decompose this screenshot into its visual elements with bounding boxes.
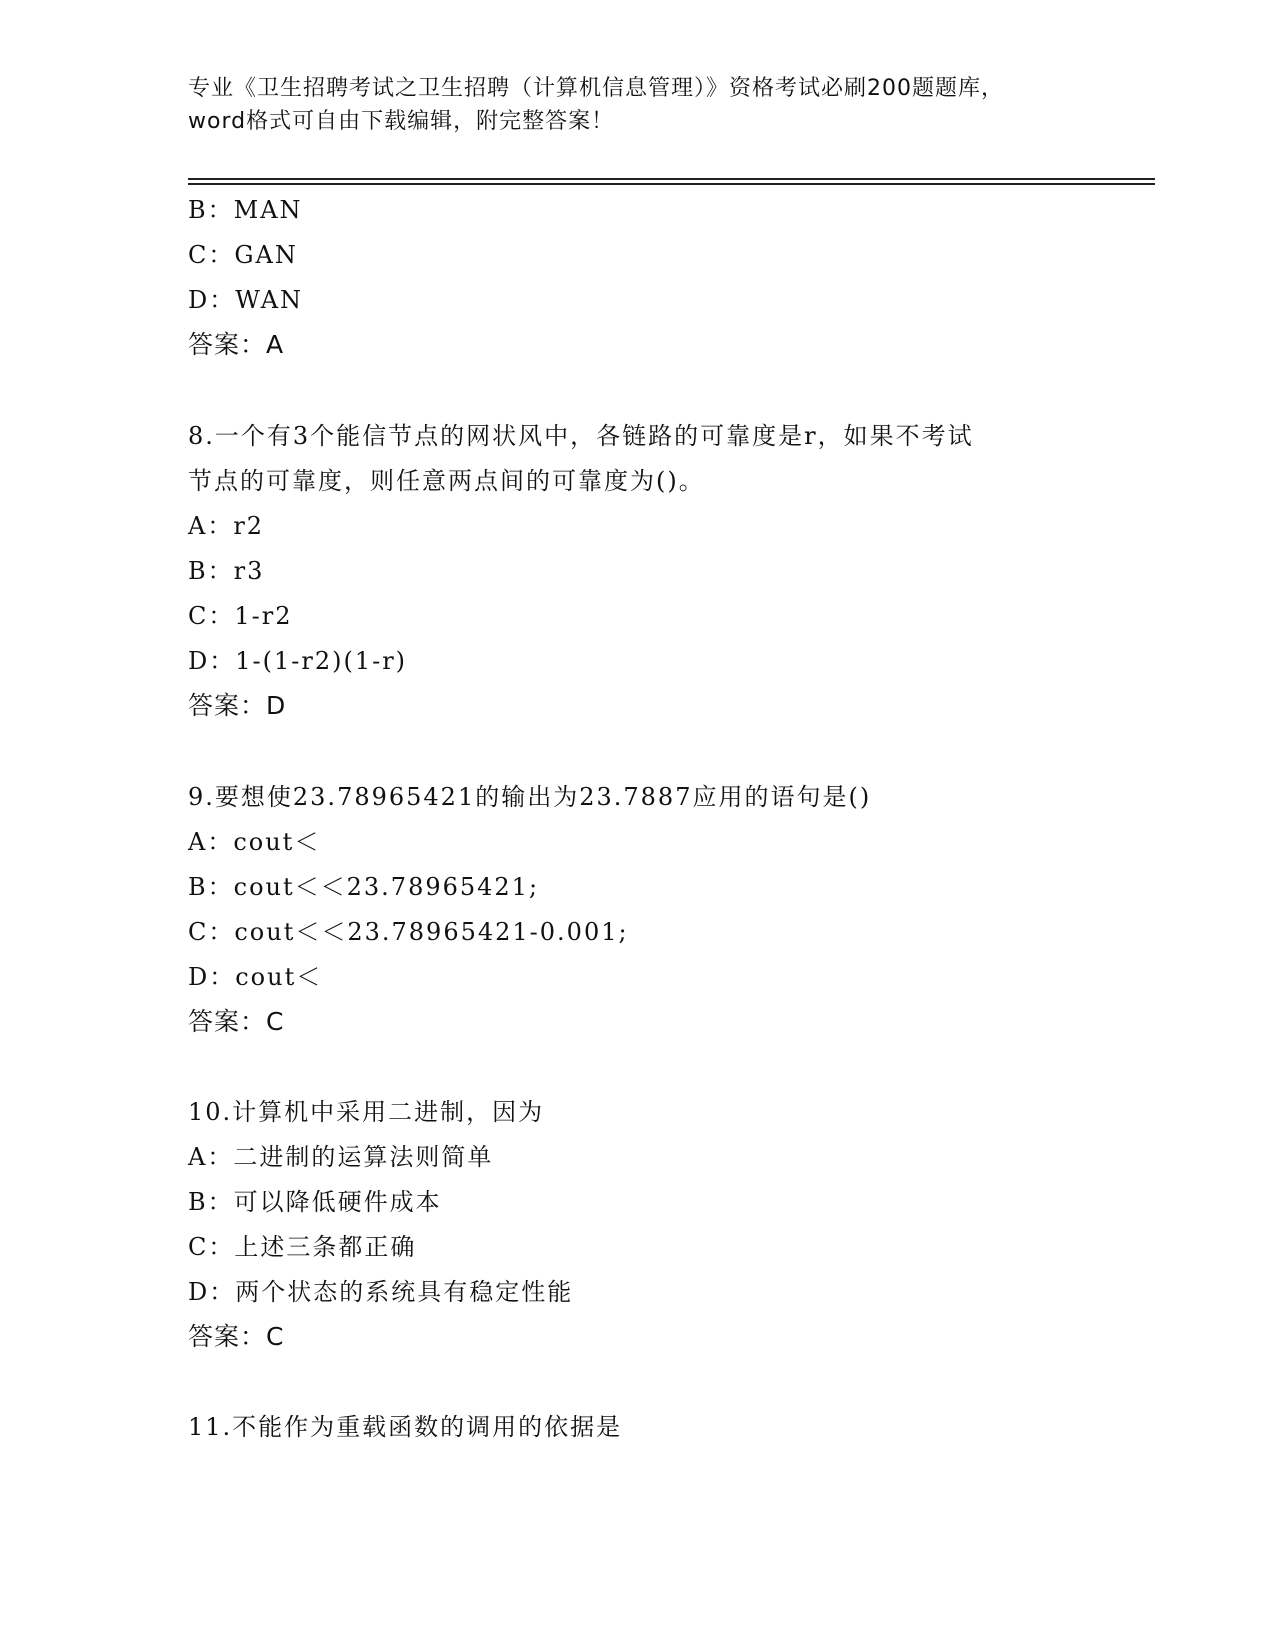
q8-answer: 答案：D: [188, 691, 287, 720]
header-title-line2: word格式可自由下载编辑，附完整答案！: [188, 109, 615, 134]
q8-option-c: C：1-r2: [188, 602, 293, 630]
q9-option-a: A：cout＜: [188, 828, 321, 856]
q10-option-b: B：可以降低硬件成本: [188, 1188, 442, 1216]
q9-option-c: C：cout＜＜23.78965421-0.001;: [188, 918, 629, 946]
q8-stem-line2: 节点的可靠度，则任意两点间的可靠度为()。: [188, 467, 705, 495]
header-title-line1: 专业《卫生招聘考试之卫生招聘（计算机信息管理）》资格考试必刷200题题库，: [188, 76, 1004, 101]
q9-option-d: D：cout＜: [188, 963, 323, 991]
page-header: [188, 72, 1088, 138]
q9-option-b: B：cout＜＜23.78965421;: [188, 873, 540, 901]
q10-answer: 答案：C: [188, 1322, 285, 1351]
q8-stem-line1: 8.一个有3个能信节点的网状风中，各链路的可靠度是r，如果不考试: [188, 422, 974, 450]
q7-option-d: D：WAN: [188, 286, 304, 314]
header-divider-top: [188, 178, 1155, 180]
q8-option-b: B：r3: [188, 557, 265, 585]
q11-stem: 11.不能作为重载函数的调用的依据是: [188, 1413, 623, 1441]
q8-option-a: A：r2: [188, 512, 265, 540]
q10-stem: 10.计算机中采用二进制，因为: [188, 1098, 545, 1126]
q10-option-a: A：二进制的运算法则简单: [188, 1143, 494, 1171]
q9-answer: 答案：C: [188, 1007, 285, 1036]
q10-option-d: D：两个状态的系统具有稳定性能: [188, 1278, 574, 1306]
q8-option-d: D：1-(1-r2)(1-r): [188, 647, 408, 675]
q9-stem: 9.要想使23.78965421的输出为23.7887应用的语句是(): [188, 783, 872, 811]
q7-answer: 答案：A: [188, 330, 285, 359]
header-divider-bottom: [188, 183, 1155, 185]
q10-option-c: C：上述三条都正确: [188, 1233, 417, 1261]
q7-option-c: C：GAN: [188, 241, 298, 269]
q7-option-b: B：MAN: [188, 196, 303, 224]
